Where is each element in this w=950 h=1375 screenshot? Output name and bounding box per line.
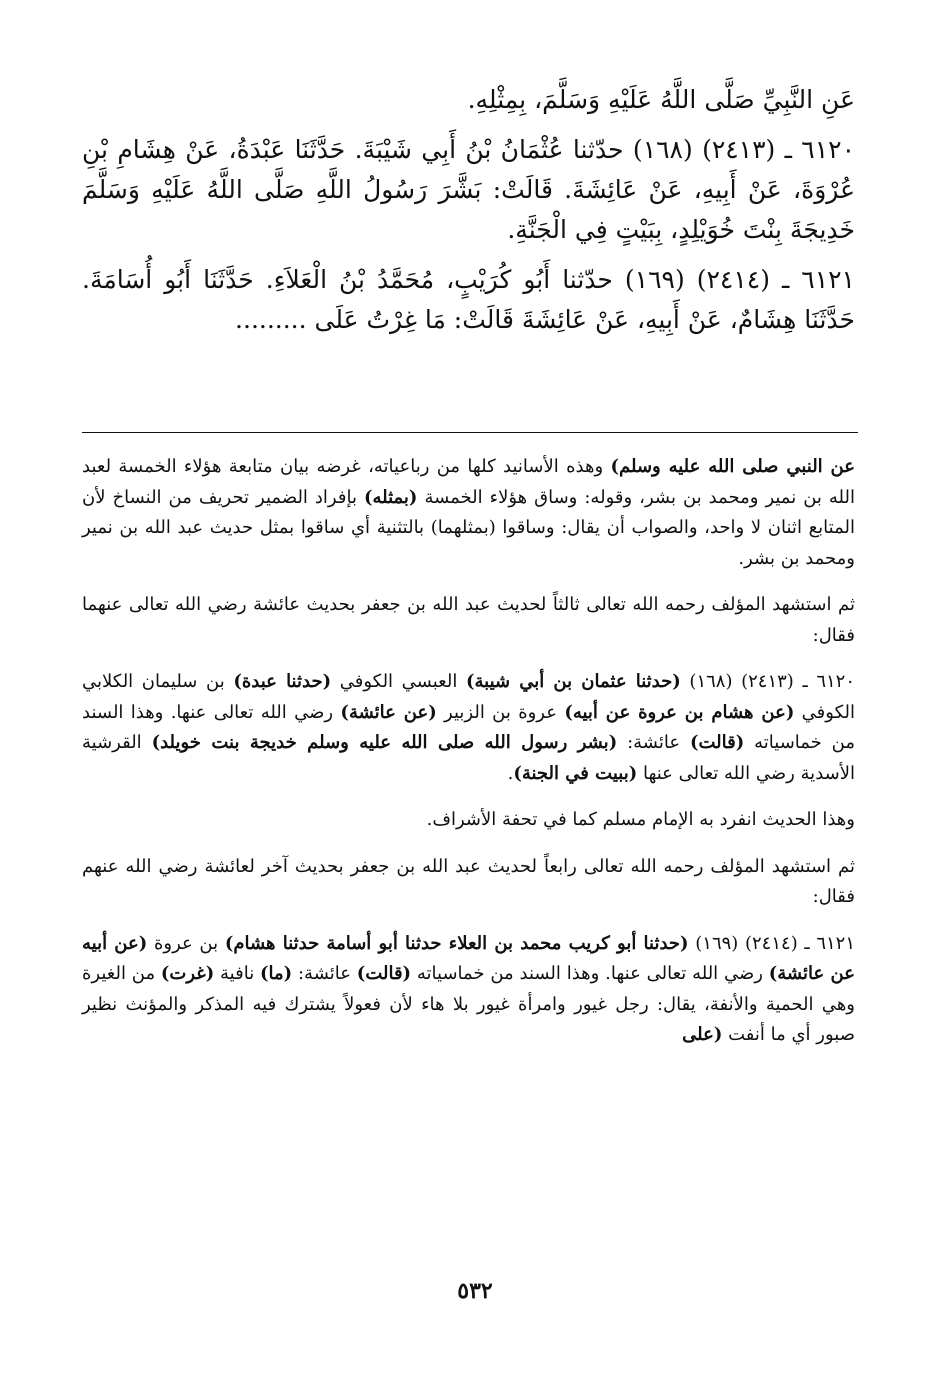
bold-phrase: (بشر رسول الله صلى الله عليه وسلم خديجة بنت خويلد) <box>151 732 618 753</box>
commentary-paragraph-4: وهذا الحديث انفرد به الإمام مسلم كما في تحفة الأشراف. <box>426 809 855 830</box>
plain-text: بإفراد الضمير تحريف من النساخ لأن المتابع اثنان لا واحد، والصواب أن يقال: وساقوا (بمثلهما) بالتثنية أي ساقوا بمثل حديث عبد الله بن نمير ومحمد بن بشر. <box>82 486 855 569</box>
page-number: ٥٣٢ <box>457 1278 493 1304</box>
plain-text: رضي الله تعالى عنها. وهذا السند من خماسياته <box>411 963 769 984</box>
bold-phrase: (عن هشام بن عروة عن أبيه) <box>564 701 795 723</box>
plain-text: نافية <box>214 963 261 984</box>
bold-phrase: (حدثنا عبدة) <box>233 671 332 692</box>
bold-phrase: عن النبي صلى الله عليه وسلم) <box>610 456 855 477</box>
bold-phrase: (ببيت في الجنة) <box>513 762 638 784</box>
plain-text: ٦١٢١ ـ (٢٤١٤) (١٦٩) <box>688 932 855 954</box>
plain-text: عائشة: <box>617 732 690 753</box>
plain-text: بن سليمان الكلابي الكوفي <box>82 671 856 723</box>
plain-text: بن عروة <box>147 932 225 954</box>
plain-text: من الغيرة وهي الحمية والأنفة، يقال: رجل غيور وامرأة غيور بلا هاء لأن فعولاً يشترك فيه المذكر والمؤنث نظير صبور أي ما أنفت <box>82 963 855 1045</box>
hadith-text-section <box>82 80 855 350</box>
commentary-paragraph-6 <box>82 929 855 1051</box>
bold-phrase: (غرت) <box>160 963 215 984</box>
hadith-paragraph-2: ٦١٢٠ ـ (٢٤١٣) (١٦٨) حدّثنا عُثْمَانُ بْنُ أَبِي شَيْبَةَ. حَدَّثَنَا عَبْدَةُ، عَنْ هِشَامِ بْنِ عُرْوَةَ، عَنْ أَبِيهِ، عَنْ عَائِشَةَ. قَالَتْ: بَشَّرَ رَسُولُ اللَّهِ صَلَّى اللَّهُ عَلَيْهِ وَسَلَّمَ خَدِيجَةَ بِنْتَ خُوَيْلِدٍ، بِبَيْتٍ فِي الْجَنَّةِ. <box>82 135 855 244</box>
bold-phrase: (عن عائشة) <box>340 701 437 723</box>
plain-text: رضي الله تعالى عنها. وهذا السند من خماسياته <box>82 701 856 753</box>
plain-text: العبسي الكوفي <box>331 671 466 692</box>
commentary-paragraph-5: ثم استشهد المؤلف رحمه الله تعالى رابعاً لحديث عبد الله بن جعفر بحديث آخر لعائشة رضي الله عنهم فقال: <box>82 855 855 907</box>
plain-text: القرشية الأسدية رضي الله تعالى عنها <box>82 732 855 784</box>
plain-text: وهذه الأسانيد كلها من رباعياته، غرضه بيان متابعة هؤلاء الخمسة لعبد الله بن نمير ومحمد بن بشر، وقوله: وساق هؤلاء الخمسة <box>82 456 855 508</box>
hadith-paragraph-3: ٦١٢١ ـ (٢٤١٤) (١٦٩) حدّثنا أَبُو كُرَيْبٍ، مُحَمَّدُ بْنُ الْعَلاَءِ. حَدَّثَنَا أَبُو أُسَامَةَ. حَدَّثَنَا هِشَامٌ، عَنْ أَبِيهِ، عَنْ عَائِشَةَ قَالَتْ: مَا غِرْتُ عَلَى ......... <box>82 265 855 334</box>
plain-text: ٦١٢٠ ـ (٢٤١٣) (١٦٨) <box>680 671 856 692</box>
commentary-paragraph-3 <box>82 667 855 789</box>
bold-phrase: (على <box>682 1024 723 1045</box>
hadith-paragraph-1: عَنِ النَّبِيِّ صَلَّى اللَّهُ عَلَيْهِ وَسَلَّمَ، بِمِثْلِهِ. <box>467 85 855 114</box>
bold-phrase: (قالت) <box>689 732 745 753</box>
commentary-paragraph-1 <box>82 452 855 574</box>
bold-phrase: (ما) <box>260 963 293 984</box>
commentary-section <box>82 452 855 1067</box>
bold-phrase: (حدثنا أبو كريب محمد بن العلاء حدثنا أبو أسامة حدثنا هشام) <box>224 932 689 954</box>
section-divider <box>82 432 858 433</box>
bold-phrase: (قالت) <box>356 963 412 984</box>
commentary-paragraph-2: ثم استشهد المؤلف رحمه الله تعالى ثالثاً لحديث عبد الله بن جعفر بحديث عائشة رضي الله تعالى عنهما فقال: <box>82 594 855 646</box>
bold-phrase: (عن أبيه عن عائشة) <box>82 932 855 984</box>
plain-text: عائشة: <box>292 963 357 984</box>
plain-text: . <box>507 762 514 784</box>
bold-phrase: (بمثله) <box>363 486 418 508</box>
bold-phrase: (حدثنا عثمان بن أبي شيبة) <box>465 671 681 692</box>
plain-text: عروة بن الزبير <box>436 701 565 723</box>
